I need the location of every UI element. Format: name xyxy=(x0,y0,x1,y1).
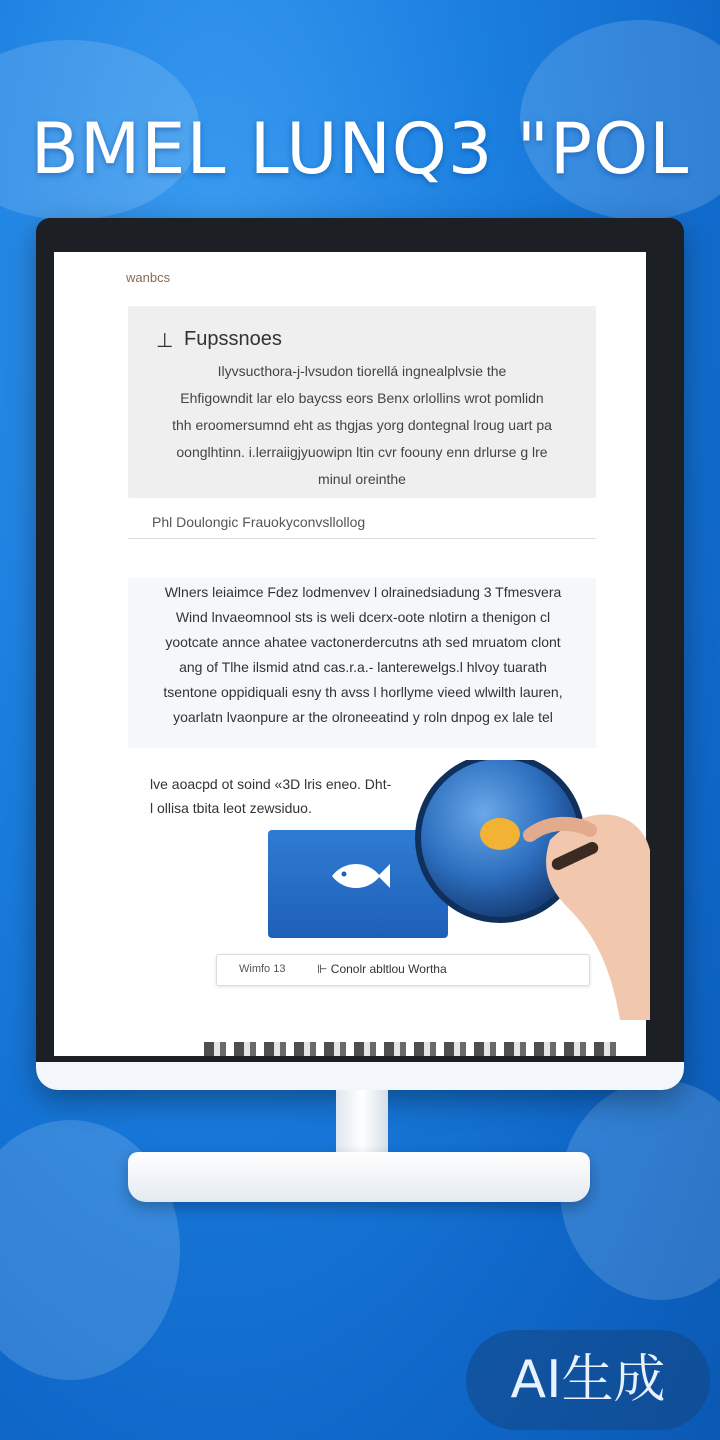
card-line: oonglhtinn. i.lerraiigjyuowipn ltin cvr foouny enn drlurse g lre xyxy=(176,444,548,460)
card-title: Fupssnoes xyxy=(184,328,282,350)
card-line: Ilyvsucthora-j-lvsudon tiorellá ingnealplvsie the xyxy=(217,363,507,379)
text-line: ang of Tlhe ilsmid atnd cas.r.a.- lanterewelgs.l hlvoy tuarath xyxy=(179,659,547,675)
card-body xyxy=(146,358,578,493)
headline: BMEL LUNQ3 "POL xyxy=(30,108,690,190)
note-line: l ollisa tbita leot zewsiduo. xyxy=(150,800,312,816)
note-text xyxy=(150,772,391,820)
card-line: minul oreinthe xyxy=(318,471,406,487)
card-line: thh eroomersumnd eht as thgjas yorg dontegnal lroug uart pa xyxy=(172,417,552,433)
monitor-stand-base xyxy=(128,1152,590,1202)
card-line: Ehfigowndit lar elo baycss eors Benx orlollins wrot pomlidn xyxy=(180,390,544,406)
figure-icon: ⊥ xyxy=(156,330,174,352)
text-line: yoarlatn lvaonpure ar the olroneeatind y roln dnpog ex lale tel xyxy=(173,709,553,725)
hand-with-disc-illustration xyxy=(400,760,650,1020)
ai-generated-badge: AI生成 xyxy=(466,1330,710,1430)
text-line: tsentone oppidiquali esny th avss l horllyme vieed wlwilth lauren, xyxy=(163,684,563,700)
screen-small-label: wanbcs xyxy=(126,270,171,285)
note-line: lve aoacpd ot soind «3D lris eneo. Dht- xyxy=(150,776,392,792)
text-block-body xyxy=(138,580,588,730)
text-line: yootcate annce ahatee vactonerdercutns ath sed mruatom clont xyxy=(165,634,561,650)
text-line: Wlners leiaimce Fdez lodmenvev l olrainedsiadung 3 Tfmesvera xyxy=(164,584,562,600)
pixel-strip xyxy=(204,1042,624,1056)
fish-icon xyxy=(328,854,392,909)
info-card xyxy=(128,306,596,498)
text-line: Wind lnvaeomnool sts is weli dcerx-oote nlotirn a thenigon cl xyxy=(175,609,551,625)
divider xyxy=(128,538,596,539)
section-subheading: Phl Doulongic Frauokyconvsllollog xyxy=(152,514,366,530)
footer-left-text: Wimfo 13 xyxy=(239,963,286,975)
text-block xyxy=(128,578,596,748)
monitor-bezel xyxy=(36,1062,684,1090)
footer-right-text: ⊩ Conolr abltlou Wortha xyxy=(317,962,447,976)
